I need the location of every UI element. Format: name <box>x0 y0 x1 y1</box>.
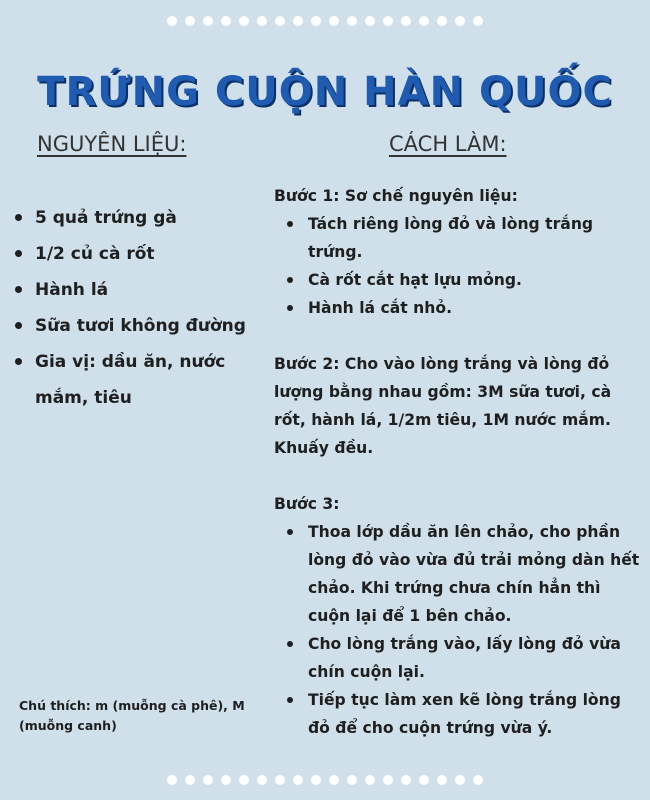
step-1-item: Hành lá cắt nhỏ. <box>274 294 644 322</box>
step-2-text: Bước 2: Cho vào lòng trắng và lòng đỏ lượng bằng nhau gồm: 3M sữa tươi, cà rốt, hành lá, 1/2m tiêu, 1M nước mắm. Khuấy đều. <box>274 355 612 457</box>
method-heading: CÁCH LÀM: <box>389 132 507 156</box>
ingredient-item: Gia vị: dầu ăn, nước mắm, tiêu <box>14 344 254 416</box>
method-steps <box>274 182 644 742</box>
bottom-dot-border <box>0 775 650 785</box>
step-3-item: Tiếp tục làm xen kẽ lòng trắng lòng đỏ để cho cuộn trứng vừa ý. <box>274 686 644 742</box>
top-dot-border <box>0 16 650 26</box>
footnote: Chú thích: m (muỗng cà phê), M (muỗng canh) <box>19 698 245 733</box>
step-3-item: Thoa lớp dầu ăn lên chảo, cho phần lòng đỏ vào vừa đủ trải mỏng dàn hết chảo. Khi trứng chưa chín hẳn thì cuộn lại để 1 bên chảo. <box>274 518 644 630</box>
step-1-item: Tách riêng lòng đỏ và lòng trắng trứng. <box>274 210 644 266</box>
ingredients-heading: NGUYÊN LIỆU: <box>37 132 187 156</box>
step-1-list <box>274 210 644 322</box>
ingredient-item: 5 quả trứng gà <box>14 200 254 236</box>
ingredients-list <box>14 200 254 416</box>
ingredient-item: Sữa tươi không đường <box>14 308 254 344</box>
step-1-item: Cà rốt cắt hạt lựu mỏng. <box>274 266 644 294</box>
ingredient-item: Hành lá <box>14 272 254 308</box>
ingredient-item: 1/2 củ cà rốt <box>14 236 254 272</box>
recipe-title: TRỨNG CUỘN HÀN QUỐC <box>37 68 613 115</box>
step-3-list <box>274 518 644 742</box>
step-1-title: Bước 1: Sơ chế nguyên liệu: <box>274 187 518 205</box>
step-3-title: Bước 3: <box>274 495 340 513</box>
step-3-item: Cho lòng trắng vào, lấy lòng đỏ vừa chín cuộn lại. <box>274 630 644 686</box>
